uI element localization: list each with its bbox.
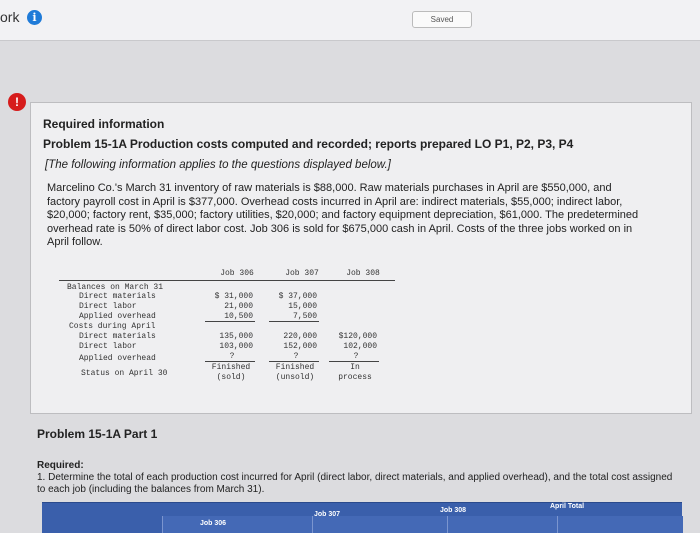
header-job-308: Job 308 [346,269,380,278]
required-info-heading: Required information [43,117,165,131]
cell: 7,500 [292,312,317,321]
answer-header-job-306: Job 306 [200,520,227,527]
cell: 103,000 [219,342,253,351]
status-job-308: In [350,363,360,372]
saved-status-badge: Saved [412,11,472,28]
cell: ? [353,352,359,361]
april-label: Costs during April [69,322,156,331]
status-job-307-detail: (unsold) [275,373,315,382]
subtotal-rule [205,321,255,322]
row-label: Direct labor [79,342,137,351]
cell: ? [229,352,235,361]
problem-title: Problem 15-1A Production costs computed and recorded; reports prepared LO P1, P2, P3, P4 [43,137,574,151]
header-job-306: Job 306 [220,269,254,278]
subtotal-rule [329,361,379,362]
cell: 220,000 [283,332,317,341]
answer-header-april-total: April Total [550,503,585,510]
subtotal-rule [269,321,319,322]
subtotal-rule [269,361,319,362]
cell: ? [293,352,299,361]
header-job-307: Job 307 [285,269,319,278]
cell: 15,000 [288,302,317,311]
cell: 135,000 [219,332,253,341]
subtotal-rule [205,361,255,362]
cell: $120,000 [338,332,377,341]
row-label: Direct materials [79,332,156,341]
problem-description: Marcelino Co.'s March 31 inventory of raw materials is $88,000. Raw materials purchases in April are $550,000, and factory payroll cost in April is $377,000. Overhead costs incurred in April are: indirect materials, $55,000; indirect labor, $20,000; factory rent, $35,000; factory utilities, $20,000; and factory equipment depreciation, $61,000. The predetermined overhead rate is 50% of direct labor cost. Job 306 is sold for $675,000 cash in April. Costs of the three jobs worked on in April follow. [47,182,639,248]
assignment-title-fragment: ork [0,9,20,25]
row-label: Direct labor [79,302,137,311]
cell: $ 31,000 [214,292,253,301]
balances-label: Balances on March 31 [67,283,164,292]
status-job-306-detail: (sold) [216,373,246,382]
cell: 152,000 [283,342,317,351]
row-label: Applied overhead [79,354,156,363]
row-label: Applied overhead [79,312,156,321]
required-information-card [30,102,692,414]
job-cost-table [59,263,395,385]
answer-header-job-307: Job 307 [314,511,341,518]
alert-icon: ! [8,93,26,111]
row-label: Direct materials [79,292,156,301]
status-job-307: Finished [275,363,315,372]
required-label: Required: [37,460,84,471]
status-job-306: Finished [211,363,251,372]
info-icon[interactable]: i [27,10,42,25]
part-title: Problem 15-1A Part 1 [37,427,158,441]
cell: 21,000 [224,302,253,311]
answer-header-job-308: Job 308 [440,507,467,514]
required-text: 1. Determine the total of each production cost incurred for April (direct labor, direct materials, and applied overhead), and the total cost assigned to each job (including the balances from March 31). [37,472,673,495]
status-label: Status on April 30 [81,369,168,378]
cell: $ 37,000 [278,292,317,301]
cell: 10,500 [224,312,253,321]
top-bar [0,0,700,41]
instruction-note: [The following information applies to the questions displayed below.] [45,159,391,171]
answer-table-header [42,502,682,533]
status-job-308-detail: process [338,373,372,382]
header-rule [59,280,395,281]
cell: 102,000 [343,342,377,351]
